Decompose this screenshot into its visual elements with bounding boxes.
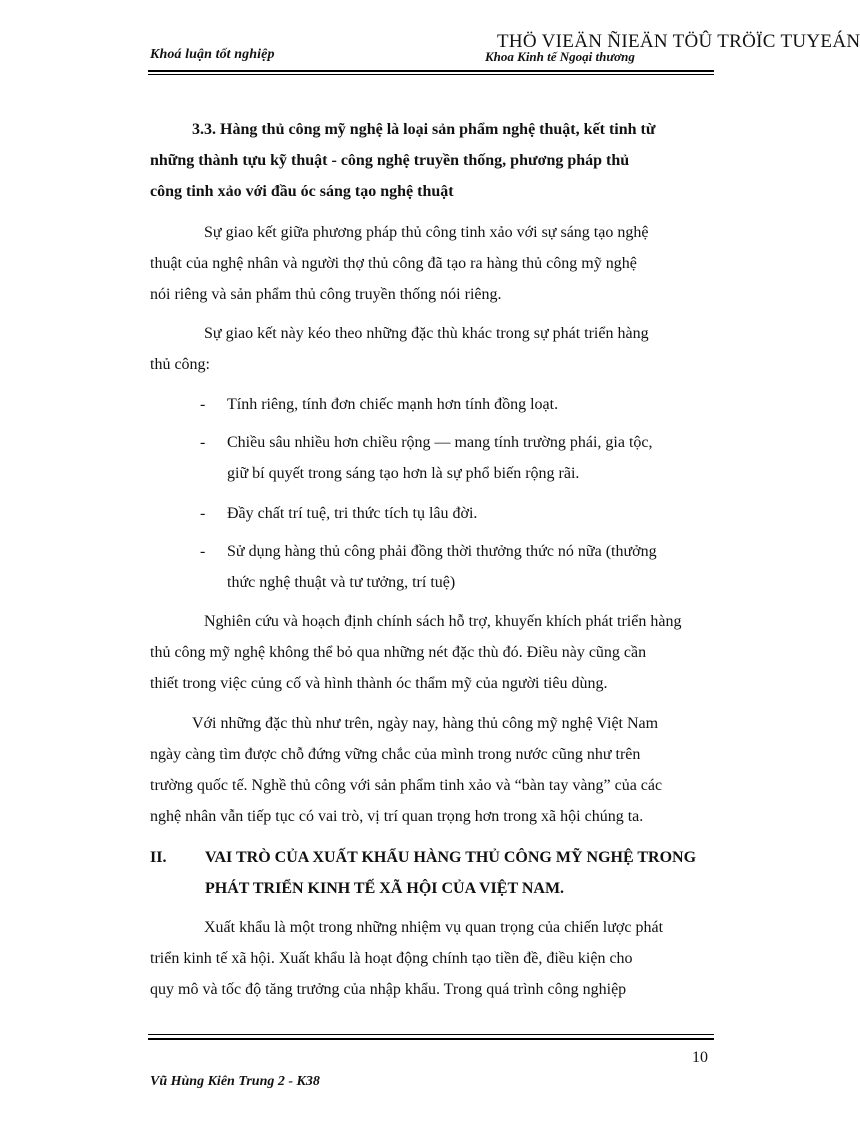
section-3-3-heading xyxy=(150,114,714,207)
section-title-line: VAI TRÒ CỦA XUẤT KHẨU HÀNG THỦ CÔNG MỸ NGHỆ TRONG xyxy=(205,849,697,866)
text-line: Xuất khẩu là một trong những nhiệm vụ quan trọng của chiến lược phát xyxy=(204,919,664,936)
paragraph-4 xyxy=(150,708,714,832)
text-line: triển kinh tế xã hội. Xuất khẩu là hoạt động chính tạo tiền đề, điều kiện cho xyxy=(150,950,633,967)
text-line: quy mô và tốc độ tăng trưởng của nhập khẩu. Trong quá trình công nghiệp xyxy=(150,981,627,998)
bullet-dash: - xyxy=(200,505,206,522)
bullet-line: thức nghệ thuật và tư tưởng, trí tuệ) xyxy=(227,574,456,591)
bullet-dash: - xyxy=(200,396,206,413)
text-line: nói riêng và sản phẩm thủ công truyền thống nói riêng. xyxy=(150,286,502,303)
footer-author: Vũ Hùng Kiên Trung 2 - K38 xyxy=(150,1074,320,1089)
header-left-title: Khoá luận tốt nghiệp xyxy=(150,47,275,62)
footer-rule-thick xyxy=(148,1038,714,1040)
text-line: nghệ nhân vẫn tiếp tục có vai trò, vị trí quan trọng hơn trong xã hội chúng ta. xyxy=(150,808,644,825)
paragraph-1 xyxy=(150,217,714,310)
text-line: Nghiên cứu và hoạch định chính sách hỗ trợ, khuyến khích phát triển hàng xyxy=(204,613,682,630)
header-right-title: Khoa Kinh tế Ngoại thương xyxy=(485,49,635,64)
bullet-item xyxy=(200,427,714,489)
bullet-line: giữ bí quyết trong sáng tạo hơn là sự phổ biến rộng rãi. xyxy=(227,465,580,482)
footer-rule-thin xyxy=(148,1034,714,1035)
bullet-line: Tính riêng, tính đơn chiếc mạnh hơn tính đồng loạt. xyxy=(227,396,559,413)
text-line: thủ công mỹ nghệ không thể bỏ qua những nét đặc thù đó. Điều này cũng cần xyxy=(150,644,647,661)
text-line: trường quốc tế. Nghề thủ công với sản phẩm tinh xảo và “bàn tay vàng” của các xyxy=(150,777,663,794)
text-line: Với những đặc thù như trên, ngày nay, hàng thủ công mỹ nghệ Việt Nam xyxy=(192,715,659,732)
bullet-line: Sử dụng hàng thủ công phải đồng thời thưởng thức nó nữa (thưởng xyxy=(227,543,657,560)
bullet-line: Đầy chất trí tuệ, tri thức tích tụ lâu đời. xyxy=(227,505,478,522)
bullet-dash: - xyxy=(200,434,206,451)
header-rule-thick xyxy=(148,70,714,72)
bullet-item xyxy=(200,389,714,420)
section-number: II. xyxy=(150,849,167,866)
paragraph-3 xyxy=(150,606,714,699)
text-line: Sự giao kết này kéo theo những đặc thù khác trong sự phát triển hàng xyxy=(204,325,649,342)
heading-line: 3.3. Hàng thủ công mỹ nghệ là loại sản phẩm nghệ thuật, kết tinh từ xyxy=(192,121,656,138)
text-line: thủ công: xyxy=(150,356,210,373)
section-II-heading xyxy=(150,842,720,904)
heading-line: những thành tựu kỹ thuật - công nghệ truyền thống, phương pháp thủ xyxy=(150,152,630,169)
bullet-item xyxy=(200,536,714,598)
header-rule-thin xyxy=(148,74,714,75)
text-line: thuật của nghệ nhân và người thợ thủ công đã tạo ra hàng thủ công mỹ nghệ xyxy=(150,255,637,272)
section-II-paragraph xyxy=(150,912,714,1005)
bullet-line: Chiều sâu nhiều hơn chiều rộng — mang tính trường phái, gia tộc, xyxy=(227,434,653,451)
section-title-line: PHÁT TRIỂN KINH TẾ XÃ HỘI CỦA VIỆT NAM. xyxy=(205,880,565,897)
text-line: ngày càng tìm được chỗ đứng vững chắc của mình trong nước cũng như trên xyxy=(150,746,641,763)
bullet-dash: - xyxy=(200,543,206,560)
page-number: 10 xyxy=(692,1049,708,1066)
paragraph-2 xyxy=(150,318,714,380)
text-line: Sự giao kết giữa phương pháp thủ công tinh xảo với sự sáng tạo nghệ xyxy=(204,224,649,241)
heading-line: công tinh xảo với đầu óc sáng tạo nghệ thuật xyxy=(150,183,454,200)
text-line: thiết trong việc củng cố và hình thành óc thẩm mỹ của người tiêu dùng. xyxy=(150,675,608,692)
watermark-text: THÖ VIEÄN ÑIEÄN TÖÛ TRÖÏC TUYEÁN xyxy=(497,31,860,52)
bullet-item xyxy=(200,498,714,529)
